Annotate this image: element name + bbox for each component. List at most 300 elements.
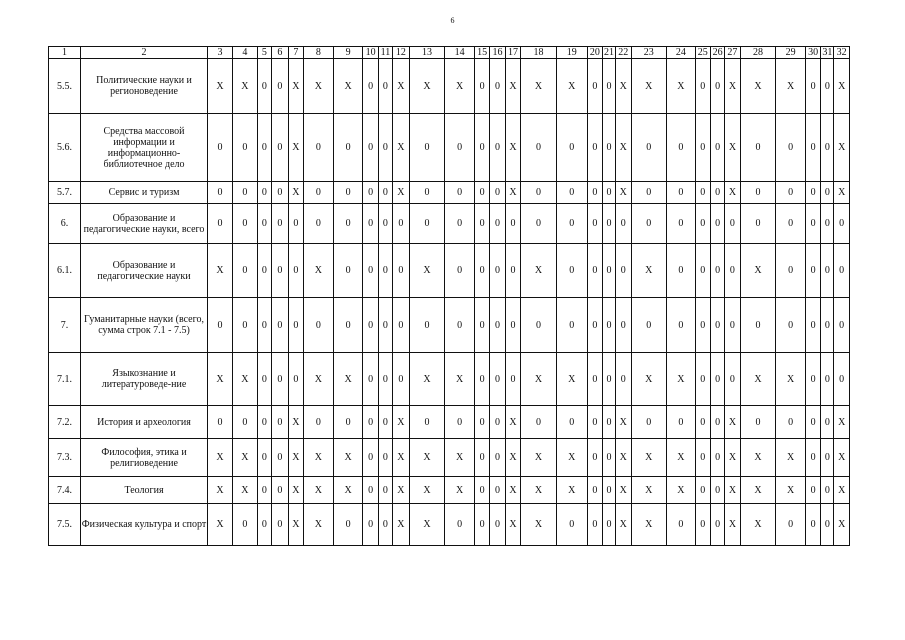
cell-value: 0 xyxy=(667,182,695,204)
cell-value: 0 xyxy=(378,114,392,182)
cell-value: 0 xyxy=(363,406,378,439)
column-header: 23 xyxy=(631,47,667,59)
cell-value: X xyxy=(232,439,257,477)
row-number: 6.1. xyxy=(49,244,81,298)
cell-value: X xyxy=(288,439,303,477)
cell-value: 0 xyxy=(725,204,740,244)
cell-value: X xyxy=(725,59,740,114)
cell-value: 0 xyxy=(288,298,303,353)
cell-value: 0 xyxy=(288,244,303,298)
cell-value: 0 xyxy=(363,298,378,353)
cell-value: 0 xyxy=(805,204,820,244)
column-header: 17 xyxy=(505,47,520,59)
cell-value: X xyxy=(521,244,557,298)
cell-value: X xyxy=(776,353,806,406)
column-header: 6 xyxy=(272,47,289,59)
row-name: Теология xyxy=(81,477,208,504)
cell-value: 0 xyxy=(725,244,740,298)
cell-value: 0 xyxy=(363,353,378,406)
cell-value: 0 xyxy=(257,204,271,244)
cell-value: 0 xyxy=(587,182,602,204)
cell-value: 0 xyxy=(834,298,850,353)
cell-value: 0 xyxy=(505,353,520,406)
cell-value: X xyxy=(725,504,740,546)
cell-value: 0 xyxy=(378,353,392,406)
cell-value: 0 xyxy=(304,114,334,182)
cell-value: 0 xyxy=(710,182,724,204)
cell-value: X xyxy=(616,182,631,204)
cell-value: X xyxy=(521,59,557,114)
cell-value: X xyxy=(288,114,303,182)
cell-value: X xyxy=(409,439,445,477)
cell-value: 0 xyxy=(474,353,489,406)
cell-value: 0 xyxy=(616,204,631,244)
cell-value: 0 xyxy=(272,204,289,244)
row-name: Физическая культура и спорт xyxy=(81,504,208,546)
cell-value: 0 xyxy=(695,59,710,114)
cell-value: X xyxy=(740,59,776,114)
cell-value: 0 xyxy=(710,353,724,406)
cell-value: 0 xyxy=(378,298,392,353)
cell-value: 0 xyxy=(232,204,257,244)
cell-value: X xyxy=(740,353,776,406)
cell-value: X xyxy=(208,59,233,114)
cell-value: 0 xyxy=(776,504,806,546)
cell-value: 0 xyxy=(710,59,724,114)
cell-value: 0 xyxy=(333,182,363,204)
cell-value: 0 xyxy=(505,204,520,244)
cell-value: 0 xyxy=(232,114,257,182)
cell-value: 0 xyxy=(821,504,834,546)
cell-value: 0 xyxy=(667,406,695,439)
cell-value: X xyxy=(834,182,850,204)
cell-value: X xyxy=(304,504,334,546)
cell-value: 0 xyxy=(710,477,724,504)
cell-value: X xyxy=(304,439,334,477)
cell-value: X xyxy=(667,353,695,406)
cell-value: 0 xyxy=(257,298,271,353)
table-row xyxy=(49,298,850,353)
cell-value: X xyxy=(631,59,667,114)
cell-value: 0 xyxy=(378,504,392,546)
column-header: 21 xyxy=(604,46,615,58)
cell-value: 0 xyxy=(257,114,271,182)
cell-value: 0 xyxy=(695,244,710,298)
cell-value: 0 xyxy=(821,477,834,504)
cell-value: X xyxy=(556,59,587,114)
cell-value: 0 xyxy=(667,504,695,546)
cell-value: 0 xyxy=(587,298,602,353)
column-header: 2 xyxy=(81,47,208,59)
cell-value: X xyxy=(393,59,410,114)
cell-value: 0 xyxy=(232,182,257,204)
cell-value: 0 xyxy=(603,439,616,477)
cell-value: X xyxy=(304,244,334,298)
cell-value: 0 xyxy=(710,204,724,244)
cell-value: 0 xyxy=(521,298,557,353)
table-row xyxy=(49,204,850,244)
cell-value: X xyxy=(834,504,850,546)
cell-value: X xyxy=(288,59,303,114)
cell-value: 0 xyxy=(490,477,505,504)
cell-value: 0 xyxy=(409,406,445,439)
cell-value: X xyxy=(409,353,445,406)
cell-value: X xyxy=(725,477,740,504)
cell-value: 0 xyxy=(257,353,271,406)
cell-value: 0 xyxy=(587,59,602,114)
cell-value: 0 xyxy=(445,114,475,182)
cell-value: 0 xyxy=(776,406,806,439)
cell-value: X xyxy=(776,59,806,114)
cell-value: 0 xyxy=(556,504,587,546)
cell-value: 0 xyxy=(631,406,667,439)
cell-value: 0 xyxy=(740,114,776,182)
cell-value: 0 xyxy=(667,204,695,244)
cell-value: 0 xyxy=(232,298,257,353)
column-header: 3 xyxy=(208,47,233,59)
cell-value: 0 xyxy=(272,477,289,504)
cell-value: 0 xyxy=(710,439,724,477)
cell-value: 0 xyxy=(272,353,289,406)
cell-value: 0 xyxy=(363,504,378,546)
column-header: 12 xyxy=(393,47,410,59)
cell-value: 0 xyxy=(521,204,557,244)
cell-value: 0 xyxy=(304,182,334,204)
cell-value: 0 xyxy=(363,204,378,244)
column-header: 24 xyxy=(667,47,695,59)
cell-value: 0 xyxy=(740,204,776,244)
cell-value: 0 xyxy=(272,406,289,439)
cell-value: 0 xyxy=(821,298,834,353)
cell-value: X xyxy=(834,59,850,114)
cell-value: 0 xyxy=(710,406,724,439)
row-number: 7.4. xyxy=(49,477,81,504)
cell-value: 0 xyxy=(667,244,695,298)
cell-value: 0 xyxy=(556,298,587,353)
cell-value: X xyxy=(556,477,587,504)
cell-value: 0 xyxy=(333,114,363,182)
cell-value: 0 xyxy=(834,244,850,298)
cell-value: 0 xyxy=(805,114,820,182)
row-name: История и археология xyxy=(81,406,208,439)
cell-value: X xyxy=(505,477,520,504)
cell-value: X xyxy=(445,477,475,504)
table-row xyxy=(49,114,850,182)
cell-value: 0 xyxy=(805,59,820,114)
cell-value: 0 xyxy=(587,504,602,546)
cell-value: 0 xyxy=(257,439,271,477)
table-row xyxy=(49,439,850,477)
cell-value: 0 xyxy=(363,59,378,114)
cell-value: X xyxy=(393,182,410,204)
cell-value: 0 xyxy=(710,298,724,353)
cell-value: 0 xyxy=(725,353,740,406)
row-number: 5.7. xyxy=(49,182,81,204)
cell-value: X xyxy=(409,244,445,298)
cell-value: 0 xyxy=(695,182,710,204)
row-name: Философия, этика и религиоведение xyxy=(81,439,208,477)
cell-value: X xyxy=(616,477,631,504)
cell-value: 0 xyxy=(272,244,289,298)
cell-value: 0 xyxy=(695,477,710,504)
row-number: 7. xyxy=(49,298,81,353)
cell-value: X xyxy=(393,114,410,182)
cell-value: 0 xyxy=(445,244,475,298)
cell-value: 0 xyxy=(821,406,834,439)
cell-value: X xyxy=(631,477,667,504)
cell-value: X xyxy=(631,244,667,298)
cell-value: 0 xyxy=(378,59,392,114)
cell-value: 0 xyxy=(409,204,445,244)
cell-value: 0 xyxy=(208,182,233,204)
table-row xyxy=(49,353,850,406)
cell-value: X xyxy=(725,406,740,439)
cell-value: 0 xyxy=(393,298,410,353)
column-header: 14 xyxy=(445,47,475,59)
cell-value: 0 xyxy=(521,182,557,204)
cell-value: 0 xyxy=(805,406,820,439)
cell-value: 0 xyxy=(776,114,806,182)
cell-value: X xyxy=(208,244,233,298)
cell-value: 0 xyxy=(363,439,378,477)
table-row xyxy=(49,244,850,298)
cell-value: 0 xyxy=(208,298,233,353)
cell-value: 0 xyxy=(587,353,602,406)
cell-value: X xyxy=(521,353,557,406)
cell-value: 0 xyxy=(378,439,392,477)
cell-value: X xyxy=(616,439,631,477)
cell-value: 0 xyxy=(603,204,616,244)
cell-value: X xyxy=(393,439,410,477)
cell-value: X xyxy=(505,439,520,477)
cell-value: X xyxy=(834,439,850,477)
cell-value: 0 xyxy=(333,204,363,244)
cell-value: X xyxy=(409,59,445,114)
cell-value: 0 xyxy=(603,114,616,182)
cell-value: 0 xyxy=(490,406,505,439)
column-header: 9 xyxy=(333,47,363,59)
cell-value: X xyxy=(208,477,233,504)
cell-value: 0 xyxy=(490,114,505,182)
cell-value: 0 xyxy=(445,504,475,546)
cell-value: X xyxy=(288,406,303,439)
cell-value: 0 xyxy=(272,182,289,204)
column-header: 22 xyxy=(616,47,631,59)
column-header: 30 xyxy=(805,47,820,59)
column-header: 4 xyxy=(232,47,257,59)
column-header: 18 xyxy=(521,47,557,59)
cell-value: 0 xyxy=(556,204,587,244)
cell-value: 0 xyxy=(631,114,667,182)
cell-value: 0 xyxy=(445,406,475,439)
cell-value: X xyxy=(556,439,587,477)
row-name: Гуманитарные науки (всего, сумма строк 7.1 - 7.5) xyxy=(81,298,208,353)
column-header: 32 xyxy=(834,47,850,59)
cell-value: X xyxy=(834,406,850,439)
cell-value: 0 xyxy=(333,244,363,298)
row-name: Средства массовой информации и информационно-библиотечное дело xyxy=(81,114,208,182)
cell-value: 0 xyxy=(556,182,587,204)
cell-value: 0 xyxy=(304,298,334,353)
cell-value: 0 xyxy=(363,477,378,504)
cell-value: 0 xyxy=(587,204,602,244)
cell-value: 0 xyxy=(587,439,602,477)
column-header: 29 xyxy=(776,47,806,59)
row-number: 7.1. xyxy=(49,353,81,406)
cell-value: 0 xyxy=(740,182,776,204)
cell-value: 0 xyxy=(776,182,806,204)
cell-value: 0 xyxy=(474,477,489,504)
cell-value: 0 xyxy=(725,298,740,353)
cell-value: X xyxy=(776,477,806,504)
table-row xyxy=(49,59,850,114)
cell-value: 0 xyxy=(603,244,616,298)
cell-value: X xyxy=(333,477,363,504)
column-header: 25 xyxy=(695,47,710,59)
cell-value: 0 xyxy=(776,204,806,244)
cell-value: 0 xyxy=(304,204,334,244)
column-header: 28 xyxy=(740,47,776,59)
cell-value: 0 xyxy=(333,504,363,546)
cell-value: 0 xyxy=(821,182,834,204)
cell-value: 0 xyxy=(695,439,710,477)
cell-value: 0 xyxy=(603,406,616,439)
cell-value: 0 xyxy=(603,477,616,504)
cell-value: 0 xyxy=(445,182,475,204)
cell-value: 0 xyxy=(272,504,289,546)
cell-value: X xyxy=(616,114,631,182)
cell-value: 0 xyxy=(776,244,806,298)
row-number: 6. xyxy=(49,204,81,244)
cell-value: 0 xyxy=(603,298,616,353)
column-header: 16 xyxy=(490,47,505,59)
column-header: 26 xyxy=(710,47,724,59)
row-number: 7.3. xyxy=(49,439,81,477)
cell-value: X xyxy=(667,59,695,114)
cell-value: 0 xyxy=(490,298,505,353)
cell-value: 0 xyxy=(393,244,410,298)
cell-value: X xyxy=(616,504,631,546)
column-header: 11 xyxy=(378,47,392,59)
cell-value: 0 xyxy=(333,298,363,353)
cell-value: 0 xyxy=(474,298,489,353)
cell-value: X xyxy=(740,439,776,477)
column-header: 31 xyxy=(822,46,833,58)
cell-value: X xyxy=(409,477,445,504)
table-row xyxy=(49,477,850,504)
cell-value: 0 xyxy=(695,204,710,244)
row-name: Языкознание и литературоведе-ние xyxy=(81,353,208,406)
cell-value: 0 xyxy=(378,477,392,504)
cell-value: 0 xyxy=(490,204,505,244)
column-header: 27 xyxy=(725,47,740,59)
row-name: Сервис и туризм xyxy=(81,182,208,204)
cell-value: 0 xyxy=(740,298,776,353)
cell-value: X xyxy=(232,477,257,504)
cell-value: 0 xyxy=(490,182,505,204)
cell-value: 0 xyxy=(474,439,489,477)
cell-value: X xyxy=(393,504,410,546)
cell-value: 0 xyxy=(821,244,834,298)
cell-value: X xyxy=(505,504,520,546)
cell-value: 0 xyxy=(288,353,303,406)
cell-value: 0 xyxy=(232,244,257,298)
cell-value: 0 xyxy=(821,439,834,477)
cell-value: X xyxy=(740,244,776,298)
cell-value: 0 xyxy=(288,204,303,244)
column-header: 10 xyxy=(363,47,378,59)
column-header: 19 xyxy=(556,47,587,59)
cell-value: X xyxy=(445,59,475,114)
cell-value: X xyxy=(288,182,303,204)
cell-value: X xyxy=(288,477,303,504)
cell-value: X xyxy=(505,406,520,439)
cell-value: X xyxy=(725,439,740,477)
cell-value: X xyxy=(631,504,667,546)
cell-value: X xyxy=(505,59,520,114)
cell-value: X xyxy=(740,504,776,546)
cell-value: 0 xyxy=(805,353,820,406)
cell-value: 0 xyxy=(272,114,289,182)
cell-value: 0 xyxy=(272,439,289,477)
cell-value: X xyxy=(667,439,695,477)
cell-value: X xyxy=(521,477,557,504)
cell-value: 0 xyxy=(474,182,489,204)
cell-value: 0 xyxy=(667,114,695,182)
cell-value: 0 xyxy=(257,504,271,546)
cell-value: 0 xyxy=(616,353,631,406)
cell-value: 0 xyxy=(208,406,233,439)
cell-value: 0 xyxy=(474,244,489,298)
cell-value: X xyxy=(445,353,475,406)
cell-value: X xyxy=(445,439,475,477)
cell-value: 0 xyxy=(232,504,257,546)
cell-value: X xyxy=(834,114,850,182)
cell-value: 0 xyxy=(710,504,724,546)
cell-value: 0 xyxy=(556,406,587,439)
cell-value: 0 xyxy=(490,504,505,546)
cell-value: 0 xyxy=(587,244,602,298)
cell-value: 0 xyxy=(257,182,271,204)
cell-value: X xyxy=(521,439,557,477)
cell-value: 0 xyxy=(363,114,378,182)
cell-value: 0 xyxy=(208,114,233,182)
column-header: 8 xyxy=(304,47,334,59)
cell-value: 0 xyxy=(393,204,410,244)
cell-value: X xyxy=(834,477,850,504)
cell-value: 0 xyxy=(378,182,392,204)
column-header: 15 xyxy=(474,47,489,59)
cell-value: 0 xyxy=(257,244,271,298)
cell-value: 0 xyxy=(821,59,834,114)
cell-value: 0 xyxy=(272,59,289,114)
cell-value: X xyxy=(776,439,806,477)
cell-value: 0 xyxy=(521,406,557,439)
cell-value: 0 xyxy=(445,204,475,244)
cell-value: 0 xyxy=(393,353,410,406)
cell-value: 0 xyxy=(631,204,667,244)
cell-value: 0 xyxy=(587,406,602,439)
cell-value: 0 xyxy=(587,114,602,182)
cell-value: X xyxy=(725,114,740,182)
cell-value: 0 xyxy=(603,504,616,546)
cell-value: 0 xyxy=(474,504,489,546)
cell-value: X xyxy=(208,439,233,477)
cell-value: 0 xyxy=(378,204,392,244)
cell-value: X xyxy=(667,477,695,504)
cell-value: X xyxy=(393,406,410,439)
cell-value: 0 xyxy=(616,298,631,353)
